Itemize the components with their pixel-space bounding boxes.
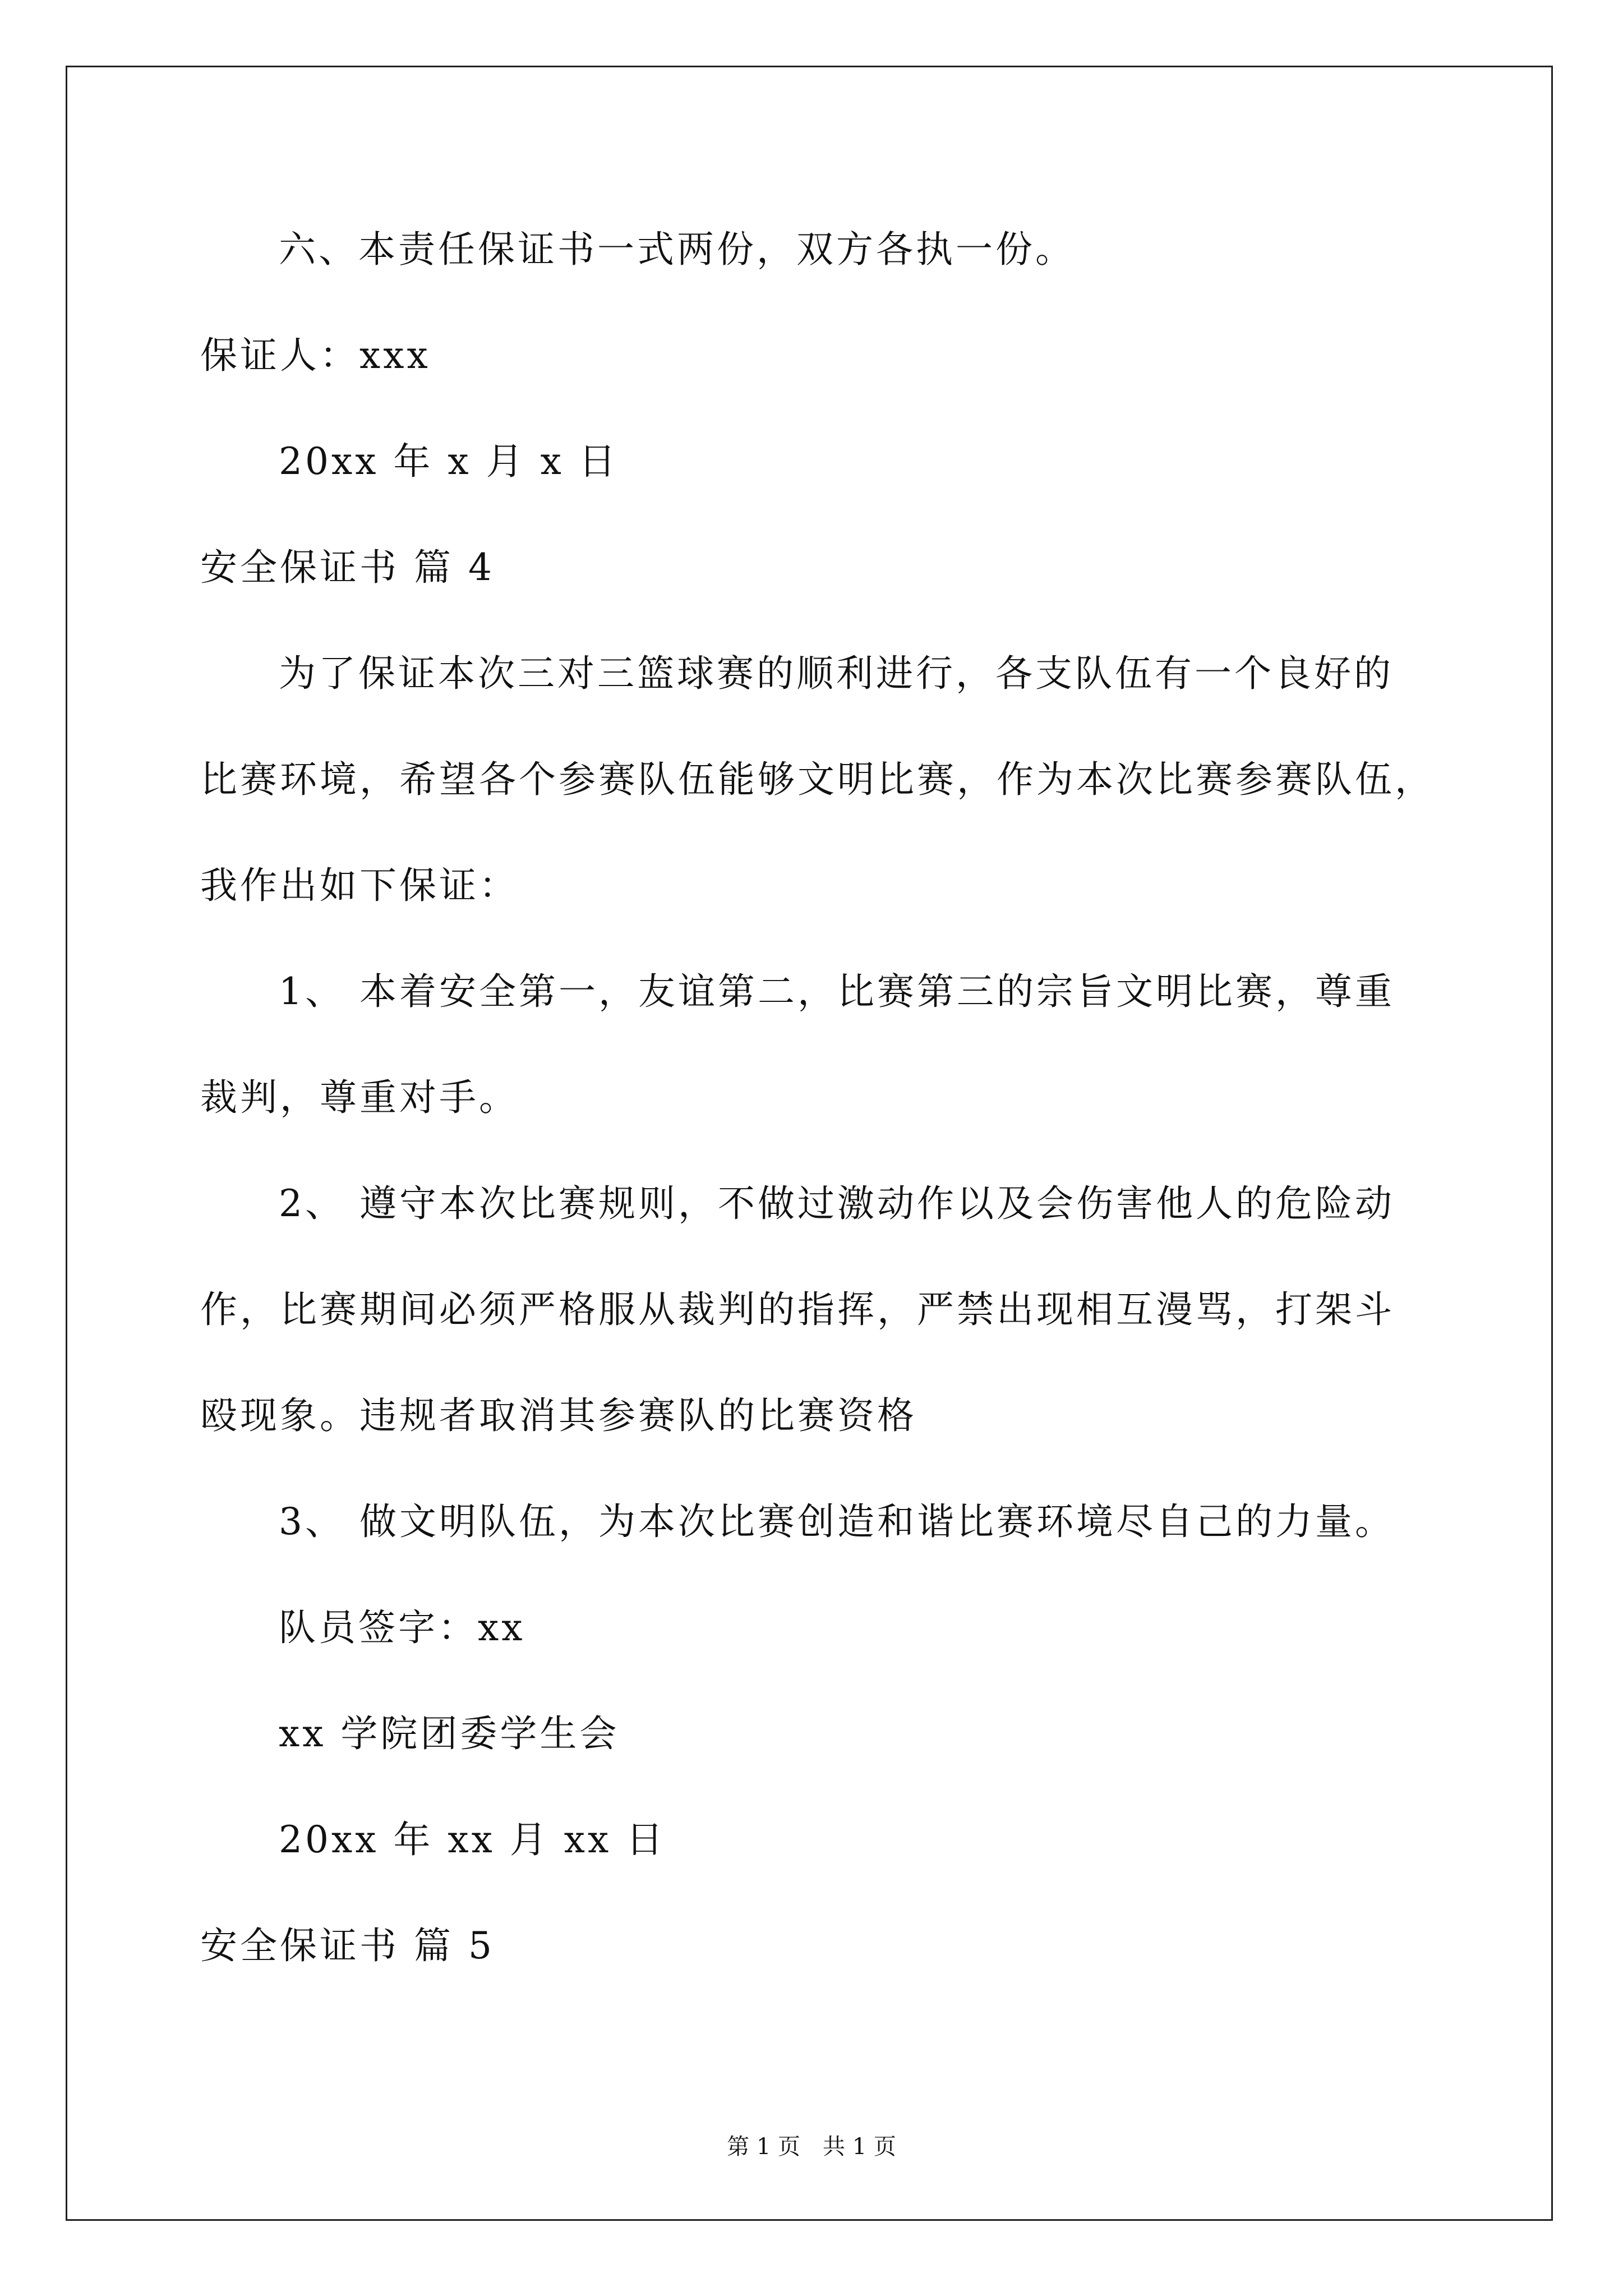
item-2-line-2: 作，比赛期间必须严格服从裁判的指挥，严禁出现相互漫骂，打架斗 bbox=[200, 1288, 1395, 1331]
item-3-line-1: 3、 做文明队伍，为本次比赛创造和谐比赛环境尽自己的力量。 bbox=[279, 1500, 1395, 1543]
organization-line: xx 学院团委学生会 bbox=[279, 1712, 620, 1755]
date-line-2: 20xx 年 xx 月 xx 日 bbox=[279, 1818, 666, 1861]
page-number-footer: 第 1 页 共 1 页 bbox=[727, 2134, 896, 2160]
item-1-line-2: 裁判，尊重对手。 bbox=[200, 1076, 519, 1119]
signature-line: 队员签字：xx bbox=[279, 1606, 525, 1649]
intro-paragraph-line-3: 我作出如下保证： bbox=[200, 864, 519, 907]
item-2-line-3: 殴现象。违规者取消其参赛队的比赛资格 bbox=[200, 1394, 917, 1437]
date-line-1: 20xx 年 x 月 x 日 bbox=[279, 440, 619, 483]
clause-6-line: 六、本责任保证书一式两份，双方各执一份。 bbox=[279, 228, 1075, 271]
intro-paragraph-line-2: 比赛环境，希望各个参赛队伍能够文明比赛，作为本次比赛参赛队伍， bbox=[200, 758, 1435, 801]
section-heading-4: 安全保证书 篇 4 bbox=[200, 546, 495, 589]
intro-paragraph-line-1: 为了保证本次三对三篮球赛的顺利进行，各支队伍有一个良好的 bbox=[279, 652, 1394, 695]
item-2-line-1: 2、 遵守本次比赛规则，不做过激动作以及会伤害他人的危险动 bbox=[279, 1182, 1395, 1225]
item-1-line-1: 1、 本着安全第一，友谊第二，比赛第三的宗旨文明比赛，尊重 bbox=[279, 970, 1395, 1013]
document-body bbox=[200, 196, 1479, 1999]
guarantor-line: 保证人：xxx bbox=[200, 334, 431, 377]
section-heading-5: 安全保证书 篇 5 bbox=[200, 1924, 495, 1967]
